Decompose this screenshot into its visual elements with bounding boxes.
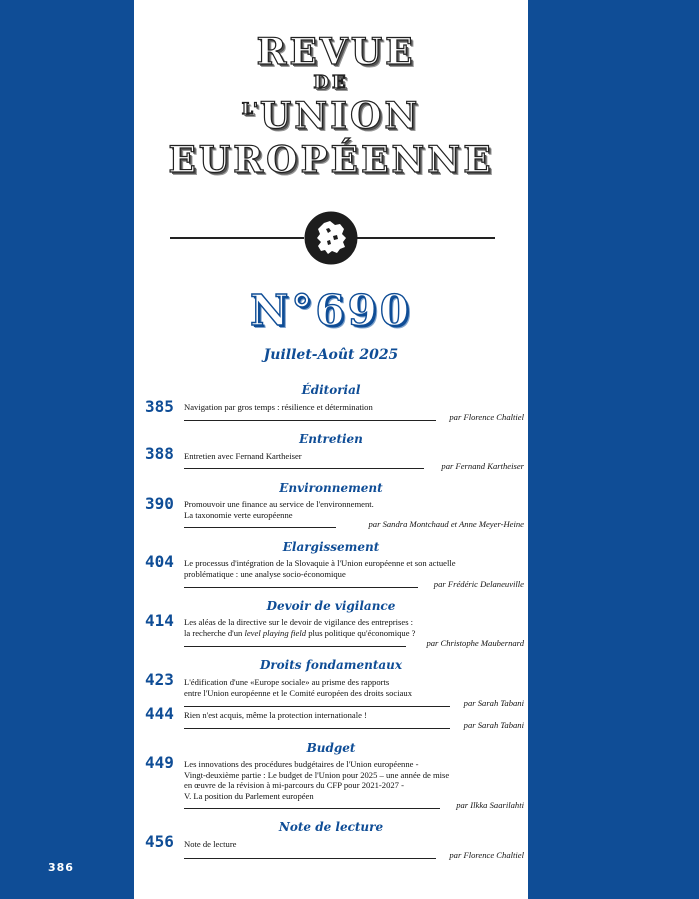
entry-title-449-line3: en œuvre de la révision à mi-parcours du CFP pour 2021-2027 -	[184, 780, 404, 790]
section-budget: Budget	[306, 741, 356, 755]
entry-author-423: par Sarah Tabani	[463, 698, 524, 708]
entry-title-423-line1: L'édification d'une «Europe sociale» au prisme des rapports	[184, 677, 390, 687]
entry-title-449-line4: V. La position du Parlement européen	[184, 790, 314, 801]
entry-page-456: 456	[145, 832, 174, 851]
entry-author-385: par Florence Chaltiel	[449, 412, 524, 422]
entry-title-388: Entretien avec Fernand Kartheiser	[184, 451, 302, 461]
section-elargissement: Elargissement	[282, 540, 380, 554]
divider-left	[170, 237, 304, 239]
divider-right	[357, 237, 495, 239]
entry-author-449: par Ilkka Saarilahti	[456, 800, 524, 810]
entry-page-423: 423	[145, 670, 174, 689]
entry-title-390	[184, 499, 514, 520]
page-number: 386	[48, 861, 74, 874]
section-editorial: Éditorial	[301, 383, 361, 397]
issue-number: N°690	[249, 286, 413, 335]
right-blue-band	[528, 0, 699, 899]
entry-page-385: 385	[145, 397, 174, 416]
entry-title-449	[184, 759, 514, 801]
entry-title-390-line2: La taxonomie verte européenne	[184, 509, 293, 520]
title-line-3-prefix: L'	[241, 99, 258, 118]
entry-title-414-line2-b: plus politique qu'économique ?	[306, 627, 416, 638]
entry-title-414-line2-a: la recherche d'un	[184, 627, 245, 638]
entry-title-423	[184, 677, 514, 698]
title-line-3	[134, 95, 528, 137]
entry-rule	[184, 858, 436, 859]
entry-author-388: par Fernand Kartheiser	[441, 461, 524, 471]
left-blue-band	[0, 0, 134, 899]
entry-title-414-line2	[184, 628, 514, 639]
section-entretien: Entretien	[299, 432, 363, 446]
entry-rule	[184, 587, 418, 588]
entry-rule	[184, 728, 450, 729]
entry-title-390-line1: Promouvoir une finance au service de l'environnement.	[184, 499, 374, 509]
section-note-de-lecture: Note de lecture	[278, 820, 384, 834]
entry-author-444: par Sarah Tabani	[463, 720, 524, 730]
entry-title-414	[184, 617, 514, 638]
entry-title-449-line2: Vingt-deuxième partie : Le budget de l'Union pour 2025 – une année de mise	[184, 769, 450, 780]
entry-title-414-line1: Les aléas de la directive sur le devoir de vigilance des entreprises :	[184, 617, 414, 627]
entry-page-449: 449	[145, 753, 174, 772]
section-droits-fondamentaux: Droits fondamentaux	[259, 658, 403, 672]
entry-page-390: 390	[145, 494, 174, 513]
journal-title	[134, 31, 528, 181]
entry-title-404	[184, 558, 514, 579]
title-line-4: EUROPÉENNE	[168, 139, 494, 181]
section-environnement: Environnement	[279, 481, 383, 495]
entry-author-404: par Frédéric Delaneuville	[433, 579, 524, 589]
entry-rule	[184, 808, 440, 809]
entry-title-456: Note de lecture	[184, 839, 237, 849]
entry-rule	[184, 706, 450, 707]
entry-page-388: 388	[145, 444, 174, 463]
entry-author-456: par Florence Chaltiel	[449, 850, 524, 860]
entry-rule	[184, 646, 406, 647]
entry-page-404: 404	[145, 552, 174, 571]
title-line-1: REVUE	[256, 31, 416, 73]
entry-rule	[184, 468, 424, 469]
entry-title-414-line2-italic: level playing field	[244, 627, 307, 638]
entry-author-414: par Christophe Maubernard	[426, 638, 524, 648]
entry-title-449-line1: Les innovations des procédures budgétaires de l'Union européenne -	[184, 759, 419, 769]
entry-author-390: par Sandra Montchaud et Anne Meyer-Heine	[368, 519, 524, 529]
entry-title-404-line2: problématique : une analyse socio-économique	[184, 568, 346, 579]
entry-title-444: Rien n'est acquis, même la protection internationale !	[184, 710, 367, 720]
entry-title-423-line2: entre l'Union européenne et le Comité européen des droits sociaux	[184, 687, 413, 698]
europe-map-icon	[304, 211, 358, 265]
title-line-2: DE	[313, 72, 349, 93]
entry-title-385: Navigation par gros temps : résilience et détermination	[184, 402, 373, 412]
entry-title-404-line1: Le processus d'intégration de la Slovaquie à l'Union européenne et son actuelle	[184, 558, 456, 568]
entry-page-444: 444	[145, 704, 174, 723]
entry-page-414: 414	[145, 611, 174, 630]
entry-rule	[184, 527, 336, 528]
entry-rule	[184, 420, 436, 421]
section-devoir-de-vigilance: Devoir de vigilance	[266, 599, 396, 613]
title-line-3-word: UNION	[259, 95, 421, 137]
issue-date: Juillet-Août 2025	[263, 347, 399, 363]
